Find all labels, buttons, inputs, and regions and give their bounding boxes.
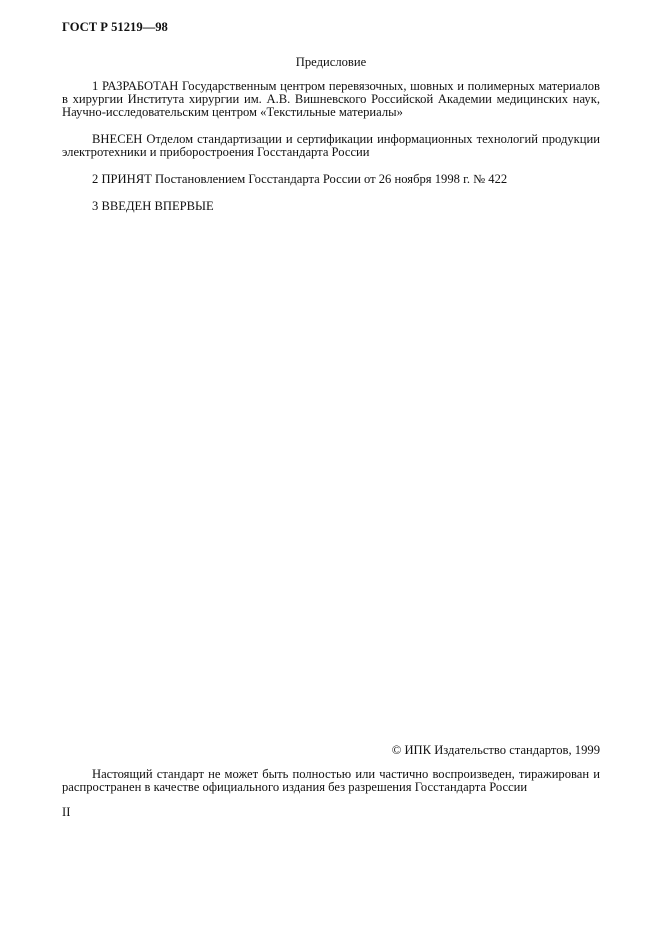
text-line: 2 ПРИНЯТ Постановлением Госстандарта России от 26 ноября 1998 г. № 422	[92, 172, 508, 186]
notice-paragraph	[62, 768, 600, 794]
text-line: Настоящий стандарт не может быть полностью или частично воспроизведен, тиражирован и	[92, 767, 600, 781]
text-line: 1 РАЗРАБОТАН Государственным центром перевязочных, шовных и полимерных материалов	[92, 79, 600, 93]
page-number: II	[62, 805, 71, 819]
section-title: Предисловие	[295, 55, 367, 69]
text-line: электротехники и приборостроения Госстандарта России	[62, 145, 370, 160]
paragraph-developed	[62, 80, 600, 120]
text-line: ВНЕСЕН Отделом стандартизации и сертификации информационных технологий продукции	[92, 132, 600, 146]
text-line: 3 ВВЕДЕН ВПЕРВЫЕ	[92, 199, 214, 213]
paragraph-first-introduced	[62, 200, 600, 213]
document-header: ГОСТ Р 51219—98	[62, 20, 168, 34]
text-line: в хирургии Института хирургии им. А.В. Вишневского Российской Академии медицинских наук,	[62, 92, 600, 107]
text-line: распространен в качестве официального издания без разрешения Госстандарта России	[62, 780, 528, 795]
paragraph-adopted	[62, 173, 600, 186]
paragraph-introduced	[62, 133, 600, 159]
copyright: © ИПК Издательство стандартов, 1999	[391, 743, 600, 757]
text-line: Научно-исследовательским центром «Текстильные материалы»	[62, 105, 403, 120]
